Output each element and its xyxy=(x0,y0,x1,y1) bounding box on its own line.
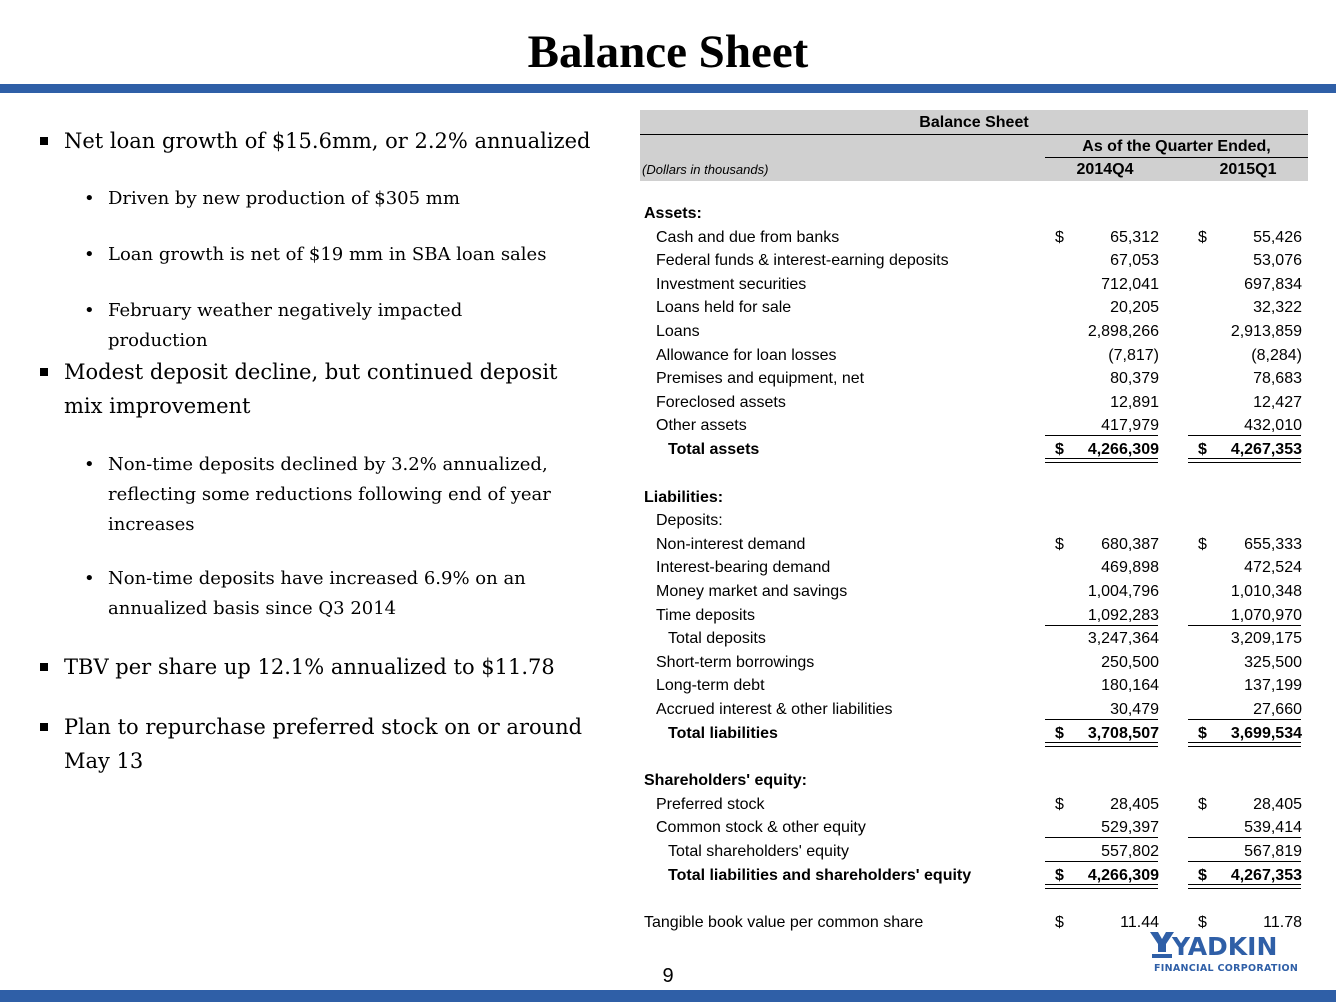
table-section-header xyxy=(640,486,1308,510)
row-label: Liabilities: xyxy=(644,488,724,506)
bullet-text: Non-time deposits declined by 3.2% annualized, reflecting some reductions following end of year increases xyxy=(108,454,551,535)
row-label: Interest-bearing demand xyxy=(656,559,831,577)
bullet-item xyxy=(40,124,600,158)
row-label: Assets: xyxy=(644,205,702,222)
value-2015q1: 3,209,175 xyxy=(1230,630,1302,648)
footer-divider xyxy=(0,990,1336,1002)
table-row xyxy=(640,414,1308,438)
value-2014q4: 20,205 xyxy=(1110,299,1159,317)
table-row xyxy=(640,556,1308,580)
bullet-marker-icon: • xyxy=(84,568,95,589)
table-row xyxy=(640,674,1308,698)
single-underline xyxy=(1045,837,1158,838)
table-title: Balance Sheet xyxy=(640,110,1308,134)
bullet-marker-icon: • xyxy=(84,244,95,265)
value-2014q4: (7,817) xyxy=(1108,346,1159,364)
value-2014q4: 3,708,507 xyxy=(1087,724,1159,742)
table-period-header xyxy=(640,134,1308,158)
table-row xyxy=(640,249,1308,273)
value-2015q1: 4,267,353 xyxy=(1230,866,1302,884)
currency-symbol: $ xyxy=(1198,228,1207,246)
value-2014q4: 1,092,283 xyxy=(1087,606,1159,624)
table-row xyxy=(640,344,1308,368)
value-2014q4: 12,891 xyxy=(1110,393,1159,411)
single-underline xyxy=(1188,861,1301,862)
bullet-text: February weather negatively impacted production xyxy=(108,300,463,351)
bullet-text: Modest deposit decline, but continued deposit mix improvement xyxy=(64,360,558,418)
row-label: Cash and due from banks xyxy=(656,228,840,246)
value-2014q4: 4,266,309 xyxy=(1087,441,1159,458)
table-row xyxy=(640,367,1308,391)
bullet-item xyxy=(40,650,600,684)
value-2015q1: 655,333 xyxy=(1244,535,1302,553)
value-2015q1: 4,267,353 xyxy=(1230,441,1302,458)
row-label: Foreclosed assets xyxy=(656,393,786,411)
value-2015q1: 472,524 xyxy=(1244,559,1302,577)
value-2014q4: 680,387 xyxy=(1101,535,1159,553)
sub-bullet-item xyxy=(84,240,564,270)
value-2014q4: 11.44 xyxy=(1120,914,1159,932)
double-underline xyxy=(1045,742,1158,747)
value-2014q4: 67,053 xyxy=(1110,252,1159,270)
row-label: Long-term debt xyxy=(656,677,765,695)
single-underline xyxy=(1188,719,1301,720)
value-2014q4: 2,898,266 xyxy=(1087,323,1159,340)
bullet-item xyxy=(40,710,600,778)
column-header-2015q1: 2015Q1 xyxy=(1219,161,1277,178)
value-2015q1: (8,284) xyxy=(1251,346,1302,364)
slide-title: Balance Sheet xyxy=(527,26,809,78)
value-2015q1: 137,199 xyxy=(1244,677,1302,695)
row-label: Deposits: xyxy=(656,512,723,530)
value-2015q1: 28,405 xyxy=(1253,795,1302,813)
table-section-header xyxy=(640,769,1308,793)
sub-bullet-item xyxy=(84,184,564,214)
row-label: Total assets xyxy=(668,441,760,458)
currency-symbol: $ xyxy=(1055,441,1064,458)
value-2015q1: 1,070,970 xyxy=(1230,606,1302,624)
value-2014q4: 65,312 xyxy=(1110,228,1159,246)
logo-wordmark: YADKIN xyxy=(1172,932,1278,961)
table-row xyxy=(640,509,1308,533)
row-label: Non-interest demand xyxy=(656,535,806,553)
table-column-header xyxy=(640,158,1308,181)
table-row xyxy=(640,864,1308,888)
double-underline xyxy=(1045,458,1158,463)
bullet-marker-icon: • xyxy=(84,454,95,475)
row-label: Total deposits xyxy=(668,630,766,648)
currency-symbol: $ xyxy=(1198,535,1207,553)
value-2014q4: 469,898 xyxy=(1101,559,1159,577)
row-label: Short-term borrowings xyxy=(656,653,815,671)
value-2015q1: 32,322 xyxy=(1253,299,1302,317)
currency-symbol: $ xyxy=(1055,795,1064,813)
table-row xyxy=(640,651,1308,675)
value-2014q4: 4,266,309 xyxy=(1087,866,1159,884)
single-underline xyxy=(1045,435,1158,436)
value-2014q4: 80,379 xyxy=(1110,370,1159,388)
row-label: Common stock & other equity xyxy=(656,819,866,837)
double-underline xyxy=(1188,742,1301,747)
currency-symbol: $ xyxy=(1055,914,1064,932)
row-label: Total liabilities and shareholders' equity xyxy=(668,866,972,884)
value-2015q1: 325,500 xyxy=(1244,653,1302,671)
page-number: 9 xyxy=(662,965,674,987)
currency-symbol: $ xyxy=(1198,724,1207,742)
single-underline xyxy=(1188,435,1301,436)
sub-bullet-item xyxy=(84,450,564,540)
currency-symbol: $ xyxy=(1055,535,1064,553)
value-2015q1: 12,427 xyxy=(1253,393,1302,411)
double-underline xyxy=(1188,884,1301,889)
logo-subtitle: FINANCIAL CORPORATION xyxy=(1154,963,1299,974)
bullet-text: TBV per share up 12.1% annualized to $11.78 xyxy=(64,655,555,679)
bullet-marker-icon: • xyxy=(84,300,95,321)
bullet-text: Non-time deposits have increased 6.9% on an annualized basis since Q3 2014 xyxy=(108,568,526,619)
bullet-marker-icon xyxy=(40,137,48,145)
table-row xyxy=(640,698,1308,722)
row-label: Loans held for sale xyxy=(656,299,792,317)
bullet-marker-icon xyxy=(40,368,48,376)
row-label: Premises and equipment, net xyxy=(656,370,865,388)
table-row xyxy=(640,793,1308,817)
column-header-2014q4: 2014Q4 xyxy=(1076,161,1134,178)
table-row xyxy=(640,816,1308,840)
currency-symbol: $ xyxy=(1055,866,1064,884)
table-row xyxy=(640,273,1308,297)
value-2015q1: 697,834 xyxy=(1244,275,1302,293)
row-label: Federal funds & interest-earning deposits xyxy=(656,252,949,270)
bullet-text: Driven by new production of $305 mm xyxy=(108,188,460,209)
value-2015q1: 539,414 xyxy=(1244,819,1302,837)
currency-symbol: $ xyxy=(1198,441,1207,458)
single-underline xyxy=(1188,837,1301,838)
table-row xyxy=(640,438,1308,462)
bullet-marker-icon xyxy=(40,663,48,671)
table-section-header xyxy=(640,202,1308,226)
single-underline xyxy=(1045,861,1158,862)
value-2014q4: 3,247,364 xyxy=(1087,630,1159,648)
double-underline xyxy=(1045,884,1158,889)
period-header-label: As of the Quarter Ended, xyxy=(1082,138,1271,155)
value-2015q1: 78,683 xyxy=(1253,370,1302,388)
table-row xyxy=(640,840,1308,864)
single-underline xyxy=(1188,625,1301,626)
value-2014q4: 1,004,796 xyxy=(1087,583,1159,600)
value-2014q4: 557,802 xyxy=(1101,843,1159,860)
sub-bullet-item xyxy=(84,564,564,624)
row-label: Investment securities xyxy=(656,275,807,293)
row-label: Preferred stock xyxy=(656,795,765,813)
value-2014q4: 417,979 xyxy=(1101,417,1159,435)
bullet-marker-icon xyxy=(40,723,48,731)
row-label: Allowance for loan losses xyxy=(656,346,837,364)
table-row xyxy=(640,226,1308,250)
bullet-marker-icon: • xyxy=(84,188,95,209)
value-2015q1: 3,699,534 xyxy=(1230,724,1302,742)
row-label: Accrued interest & other liabilities xyxy=(656,701,893,718)
row-label: Loans xyxy=(656,323,700,340)
value-2014q4: 250,500 xyxy=(1101,653,1159,671)
table-row xyxy=(640,320,1308,344)
value-2014q4: 28,405 xyxy=(1110,795,1159,813)
single-underline xyxy=(1045,719,1158,720)
table-row xyxy=(640,391,1308,415)
double-underline xyxy=(1188,458,1301,463)
units-note: (Dollars in thousands) xyxy=(642,162,769,177)
bullet-item xyxy=(40,355,600,423)
row-label: Time deposits xyxy=(656,606,755,624)
table-row xyxy=(640,722,1308,746)
value-2014q4: 30,479 xyxy=(1110,701,1159,718)
bullet-text: Plan to repurchase preferred stock on or around May 13 xyxy=(64,715,583,773)
currency-symbol: $ xyxy=(1055,228,1064,246)
row-label: Total shareholders' equity xyxy=(668,843,849,860)
currency-symbol: $ xyxy=(1198,914,1207,932)
sub-bullet-item xyxy=(84,296,564,356)
bullet-text: Net loan growth of $15.6mm, or 2.2% annualized xyxy=(64,129,591,153)
currency-symbol: $ xyxy=(1198,866,1207,884)
currency-symbol: $ xyxy=(1055,724,1064,742)
value-2015q1: 1,010,348 xyxy=(1230,583,1302,600)
value-2015q1: 55,426 xyxy=(1253,228,1302,246)
value-2014q4: 529,397 xyxy=(1101,819,1159,837)
row-label: Tangible book value per common share xyxy=(644,914,924,932)
value-2014q4: 712,041 xyxy=(1101,275,1159,293)
row-label: Shareholders' equity: xyxy=(644,772,807,790)
value-2015q1: 432,010 xyxy=(1244,417,1302,435)
row-label: Other assets xyxy=(656,417,747,435)
table-row xyxy=(640,627,1308,651)
value-2015q1: 2,913,859 xyxy=(1230,323,1302,340)
value-2015q1: 11.78 xyxy=(1263,914,1302,932)
row-label: Money market and savings xyxy=(656,583,848,600)
value-2015q1: 567,819 xyxy=(1244,843,1302,860)
currency-symbol: $ xyxy=(1198,795,1207,813)
bullet-text: Loan growth is net of $19 mm in SBA loan sales xyxy=(108,244,547,265)
row-label: Total liabilities xyxy=(668,724,778,742)
value-2015q1: 27,660 xyxy=(1253,701,1302,718)
value-2014q4: 180,164 xyxy=(1101,677,1159,695)
value-2015q1: 53,076 xyxy=(1253,252,1302,270)
table-row xyxy=(640,533,1308,557)
table-row xyxy=(640,296,1308,320)
table-row xyxy=(640,604,1308,628)
table-row xyxy=(640,580,1308,604)
single-underline xyxy=(1045,625,1158,626)
title-divider xyxy=(0,84,1336,93)
